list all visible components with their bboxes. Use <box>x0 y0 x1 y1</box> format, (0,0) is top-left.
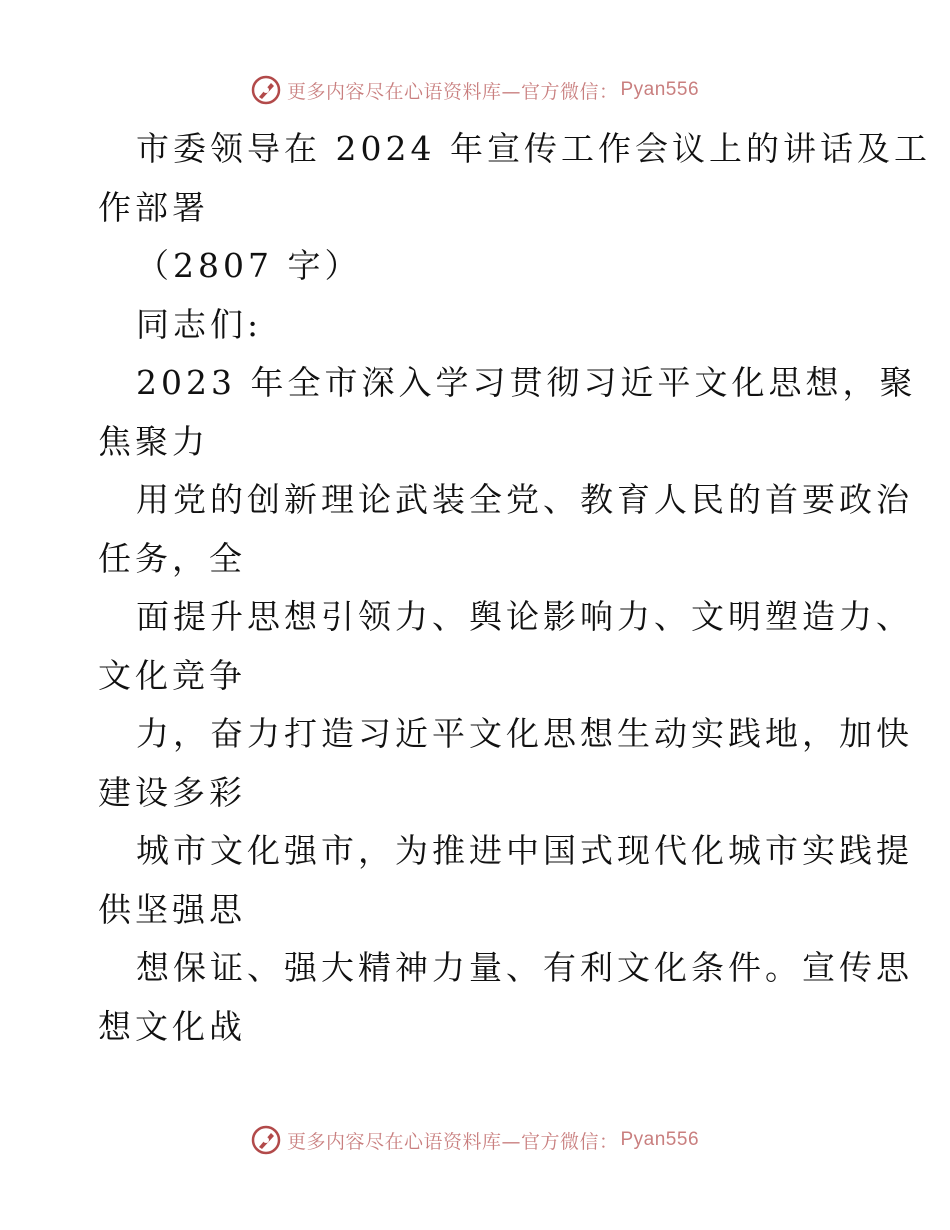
paragraph-line: 用党的创新理论武装全党、教育人民的首要政治 <box>136 480 913 519</box>
paragraph-line: 焦聚力 <box>98 421 209 461</box>
word-count: （2807 字） <box>136 246 362 285</box>
doc-title-line-2: 作部署 <box>98 187 209 227</box>
doc-title-line-1: 市委领导在 2024 年宣传工作会议上的讲话及工 <box>136 129 931 168</box>
watermark-text: 更多内容尽在心语资料库—官方微信： <box>286 1130 619 1153</box>
pen-logo-icon <box>251 1125 281 1155</box>
paragraph-line: 任务，全 <box>98 538 246 578</box>
watermark-text: 更多内容尽在心语资料库—官方微信： <box>286 80 619 103</box>
paragraph-line: 力，奋力打造习近平文化思想生动实践地，加快 <box>136 714 913 753</box>
watermark-wechat-id: Pyan556 <box>620 79 700 100</box>
pen-logo-icon <box>251 75 281 105</box>
paragraph-line: 想保证、强大精神力量、有利文化条件。宣传思 <box>136 948 913 987</box>
paragraph-line: 面提升思想引领力、舆论影响力、文明塑造力、 <box>136 597 913 636</box>
paragraph-line: 供坚强思 <box>98 889 246 929</box>
paragraph-line: 文化竞争 <box>98 655 246 695</box>
watermark-header <box>0 70 950 110</box>
salutation: 同志们: <box>136 304 263 344</box>
paragraph-line: 2023 年全市深入学习贯彻习近平文化思想，聚 <box>136 363 917 402</box>
paragraph-line: 城市文化强市，为推进中国式现代化城市实践提 <box>136 831 913 870</box>
watermark-wechat-id: Pyan556 <box>620 1129 700 1150</box>
paragraph-line: 建设多彩 <box>98 772 246 812</box>
document-body <box>98 120 931 1056</box>
watermark-footer <box>0 1120 950 1160</box>
paragraph-line: 想文化战 <box>98 1006 246 1046</box>
